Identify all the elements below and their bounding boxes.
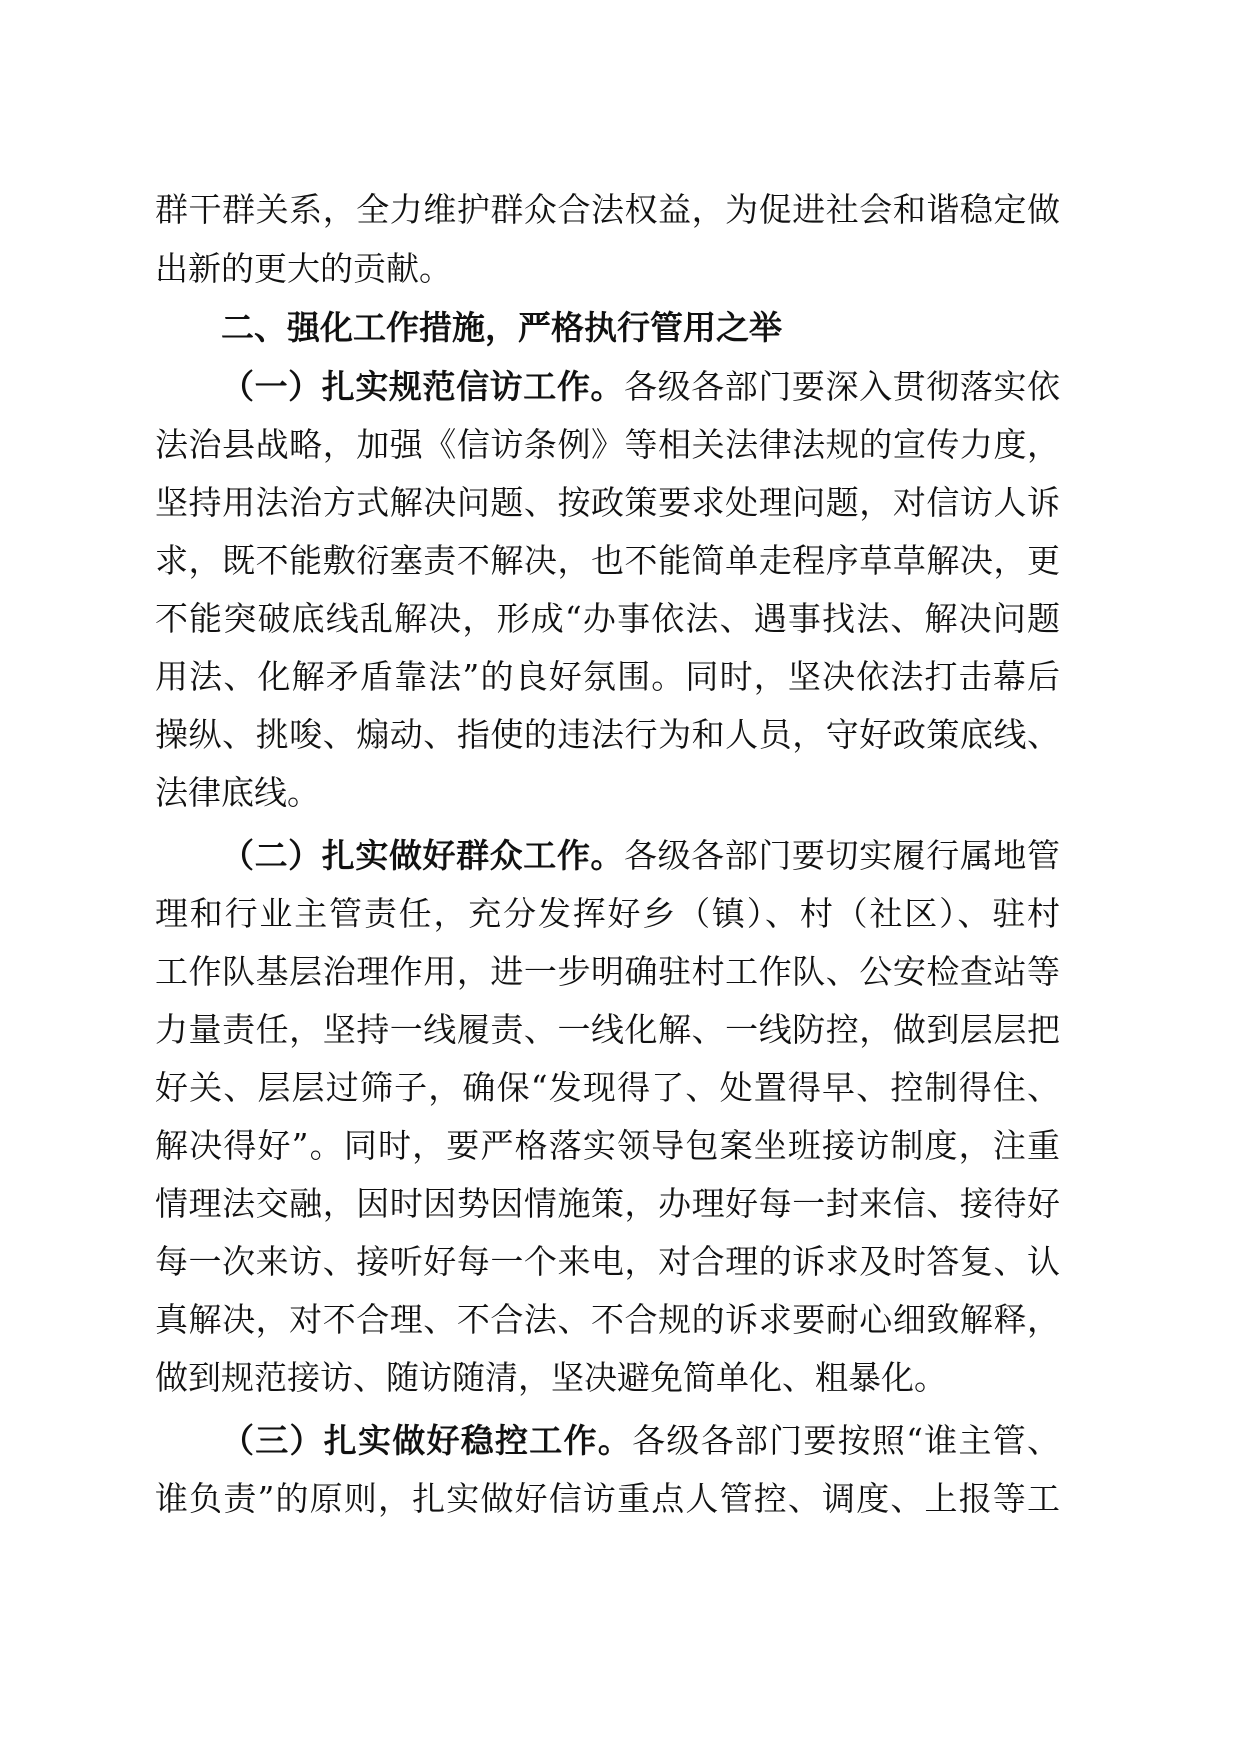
section-heading: 二、强化工作措施，严格执行管用之举: [221, 308, 782, 347]
paragraph-text: 各级各部门要按照“谁主管、: [632, 1421, 1060, 1460]
body-text-line: 做到规范接访、随访随清，坚决避免简单化、粗暴化。: [155, 1358, 947, 1397]
body-text-line: 求，既不能敷衍塞责不解决，也不能简单走程序草草解决，更: [155, 541, 1060, 580]
body-text-line: 不能突破底线乱解决，形成“办事依法、遇事找法、解决问题: [155, 599, 1060, 638]
body-text-line: 真解决，对不合理、不合法、不合规的诉求要耐心细致解释，: [155, 1300, 1060, 1339]
body-text-line: 出新的更大的贡献。: [155, 249, 452, 288]
body-text-line: 坚持用法治方式解决问题、按政策要求处理问题，对信访人诉: [155, 483, 1060, 522]
body-text-line: 每一次来访、接听好每一个来电，对合理的诉求及时答复、认: [155, 1242, 1060, 1281]
paragraph-text: 各级各部门要深入贯彻落实依: [624, 367, 1060, 406]
paragraph-first-line: [221, 1419, 1060, 1463]
body-text-line: 好关、层层过筛子，确保“发现得了、处置得早、控制得住、: [155, 1068, 1060, 1107]
body-text-line: 理和行业主管责任，充分发挥好乡（镇）、村（社区）、驻村: [155, 894, 1060, 933]
paragraph-lead: （三）扎实做好稳控工作。: [221, 1421, 633, 1460]
body-text-line: 情理法交融，因时因势因情施策，办理好每一封来信、接待好: [155, 1184, 1060, 1223]
body-text-line: 解决得好”。同时，要严格落实领导包案坐班接访制度，注重: [155, 1126, 1060, 1165]
body-text-line: 工作队基层治理作用，进一步明确驻村工作队、公安检查站等: [155, 952, 1060, 991]
paragraph-lead: （二）扎实做好群众工作。: [221, 836, 624, 875]
body-text-line: 谁负责”的原则，扎实做好信访重点人管控、调度、上报等工: [155, 1479, 1060, 1518]
body-text-line: 群干群关系，全力维护群众合法权益，为促进社会和谐稳定做: [155, 190, 1060, 229]
paragraph-first-line: [221, 834, 1060, 878]
body-text-line: 法治县战略，加强《信访条例》等相关法律法规的宣传力度，: [155, 425, 1060, 464]
paragraph-lead: （一）扎实规范信访工作。: [221, 367, 624, 406]
body-text-line: 用法、化解矛盾靠法”的良好氛围。同时，坚决依法打击幕后: [155, 657, 1060, 696]
body-text-line: 力量责任，坚持一线履责、一线化解、一线防控，做到层层把: [155, 1010, 1060, 1049]
body-text-line: 操纵、挑唆、煽动、指使的违法行为和人员，守好政策底线、: [155, 715, 1060, 754]
paragraph-text: 各级各部门要切实履行属地管: [624, 836, 1060, 875]
body-text-line: 法律底线。: [155, 773, 320, 812]
paragraph-first-line: [221, 365, 1060, 409]
